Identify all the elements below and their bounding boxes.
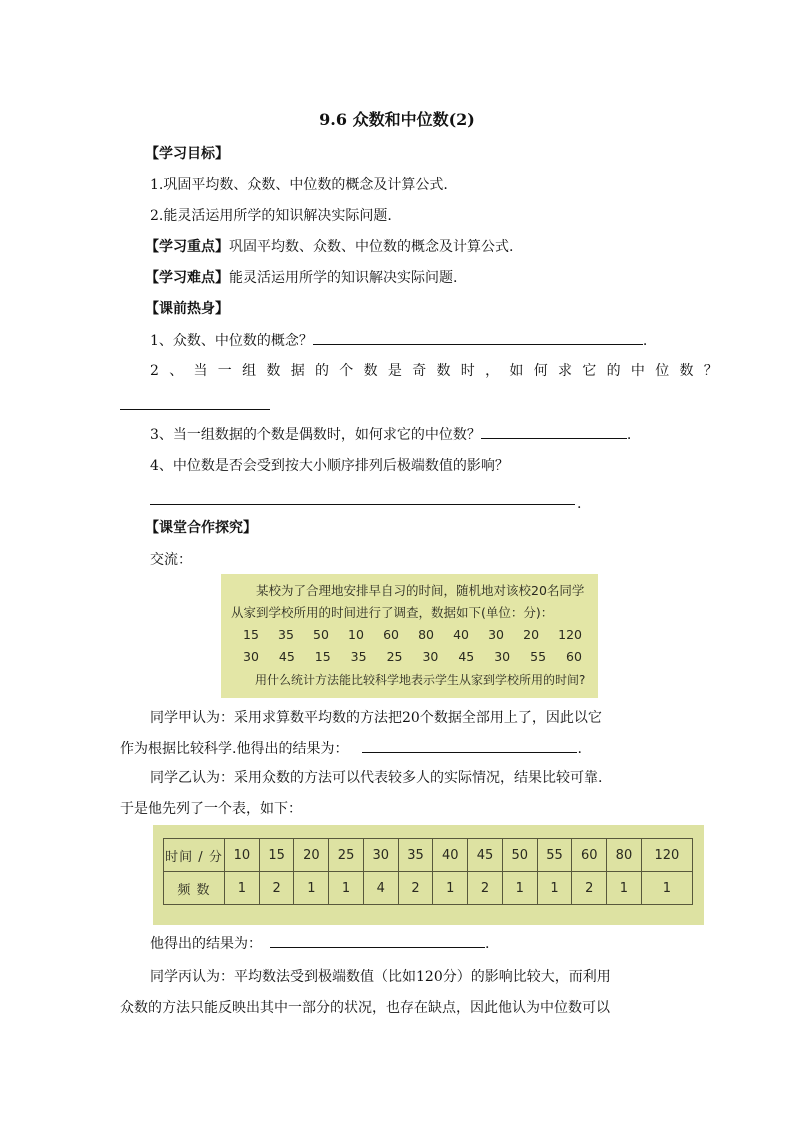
- table-cell: 25: [329, 839, 364, 872]
- table-cell: 40: [433, 839, 468, 872]
- data-value: 35: [350, 649, 367, 664]
- frequency-table-image: [153, 825, 704, 925]
- table-cell: 1: [225, 872, 260, 905]
- end-mark: .: [577, 741, 582, 757]
- answer-blank-5[interactable]: [362, 738, 577, 753]
- warmup-q1: [150, 330, 647, 352]
- data-value: 25: [386, 649, 403, 664]
- table-cell: 10: [225, 839, 260, 872]
- frequency-table: [163, 838, 693, 905]
- end-mark: .: [626, 427, 632, 443]
- data-value: 15: [243, 627, 259, 642]
- table-cell: 80: [607, 839, 642, 872]
- student-c-line-1: 同学丙认为：平均数法受到极端数值（比如120分）的影响比较大，而利用: [150, 969, 611, 985]
- data-value: 20: [523, 627, 540, 642]
- key-point-label: 【学习重点】: [145, 239, 229, 255]
- student-a-text: 作为根据比较科学.他得出的结果为：: [120, 741, 349, 757]
- table-cell: 50: [502, 839, 537, 872]
- answer-blank-4[interactable]: [150, 503, 575, 505]
- warmup-q3-text: 3、当一组数据的个数是偶数时，如何求它的中位数？: [150, 427, 481, 443]
- data-value: 40: [453, 627, 469, 642]
- table-cell: 20: [294, 839, 329, 872]
- table-row: [164, 872, 693, 905]
- student-c-line-2: 众数的方法只能反映出其中一部分的状况，也存在缺点，因此他认为中位数可以: [120, 1000, 610, 1016]
- student-a-line-2: [120, 738, 582, 760]
- data-value: 60: [383, 627, 399, 642]
- table-cell: 30: [363, 839, 398, 872]
- answer-blank-3[interactable]: [481, 424, 627, 439]
- table-cell: 4: [363, 872, 398, 905]
- exchange-label: 交流：: [150, 552, 192, 568]
- data-value: 35: [278, 627, 294, 642]
- answer-blank-1[interactable]: [313, 330, 643, 345]
- difficulty: [145, 267, 457, 289]
- table-cell: 1: [641, 872, 692, 905]
- result-b-text: 他得出的结果为：: [150, 936, 262, 952]
- data-value: 30: [494, 649, 511, 664]
- data-value: 50: [313, 627, 329, 642]
- data-value: 60: [566, 649, 582, 664]
- data-value: 55: [530, 649, 547, 664]
- table-cell: 1: [294, 872, 329, 905]
- table-cell: 1: [329, 872, 364, 905]
- table-cell: 1: [607, 872, 642, 905]
- answer-blank-6[interactable]: [270, 933, 485, 948]
- key-point: [145, 236, 513, 258]
- data-value: 30: [243, 649, 259, 664]
- objective-2: 2.能灵活运用所学的知识解决实际问题.: [150, 208, 392, 224]
- warmup-q3: [150, 424, 631, 446]
- table-cell: 1: [537, 872, 572, 905]
- table-cell: 45: [468, 839, 503, 872]
- difficulty-text: 能灵活运用所学的知识解决实际问题.: [229, 270, 458, 286]
- table-cell: 15: [259, 839, 294, 872]
- result-b: [150, 933, 489, 955]
- key-point-text: 巩固平均数、众数、中位数的概念及计算公式.: [229, 239, 514, 255]
- table-cell: 35: [398, 839, 433, 872]
- data-value: 45: [278, 649, 295, 664]
- end-mark: .: [577, 496, 582, 512]
- table-cell: 2: [259, 872, 294, 905]
- table-cell: 1: [502, 872, 537, 905]
- student-a-line-1: 同学甲认为：采用求算数平均数的方法把20个数据全部用上了，因此以它: [150, 710, 602, 726]
- answer-blank-2[interactable]: [120, 408, 270, 410]
- table-cell: 2: [468, 872, 503, 905]
- table-row: [164, 839, 693, 872]
- table-cell: 2: [572, 872, 607, 905]
- time-header: 时间 / 分: [164, 839, 225, 872]
- problem-intro: 某校为了合理地安排早自习的时间，随机地对该校20名同学从家到学校所用的时间进行了调查，数据如下(单位：分)：: [231, 583, 585, 620]
- student-b-line-2: 于是他先列了一个表，如下：: [120, 801, 302, 817]
- warmup-q2: 2、当一组数据的个数是奇数时，如何求它的中位数？: [150, 363, 729, 379]
- data-value: 30: [422, 649, 439, 664]
- difficulty-label: 【学习难点】: [145, 270, 229, 286]
- data-row-1: [231, 624, 588, 646]
- table-cell: 1: [433, 872, 468, 905]
- table-cell: 120: [641, 839, 692, 872]
- data-value: 120: [558, 627, 582, 642]
- end-mark: .: [485, 936, 490, 952]
- explore-heading: 【课堂合作探究】: [145, 520, 257, 536]
- data-value: 45: [458, 649, 475, 664]
- page-title: 9.6 众数和中位数(2): [319, 110, 475, 129]
- table-cell: 60: [572, 839, 607, 872]
- end-mark: .: [642, 333, 648, 349]
- problem-question: 用什么统计方法能比较科学地表示学生从家到学校所用的时间?: [255, 673, 586, 687]
- problem-image: [221, 574, 598, 698]
- student-b-line-1: 同学乙认为：采用众数的方法可以代表较多人的实际情况，结果比较可靠.: [150, 770, 603, 786]
- data-value: 30: [488, 627, 505, 642]
- table-cell: 55: [537, 839, 572, 872]
- count-header: 频 数: [164, 872, 225, 905]
- data-value: 10: [348, 627, 364, 642]
- data-row-2: [231, 646, 588, 668]
- objectives-heading: 【学习目标】: [145, 146, 229, 162]
- warmup-q4: 4、中位数是否会受到按大小顺序排列后极端数值的影响？: [150, 458, 509, 474]
- data-value: 80: [418, 627, 434, 642]
- warmup-heading: 【课前热身】: [145, 301, 229, 317]
- table-cell: 2: [398, 872, 433, 905]
- objective-1: 1.巩固平均数、众数、中位数的概念及计算公式.: [150, 177, 448, 193]
- data-value: 15: [314, 649, 331, 664]
- warmup-q1-text: 1、众数、中位数的概念？: [150, 333, 313, 349]
